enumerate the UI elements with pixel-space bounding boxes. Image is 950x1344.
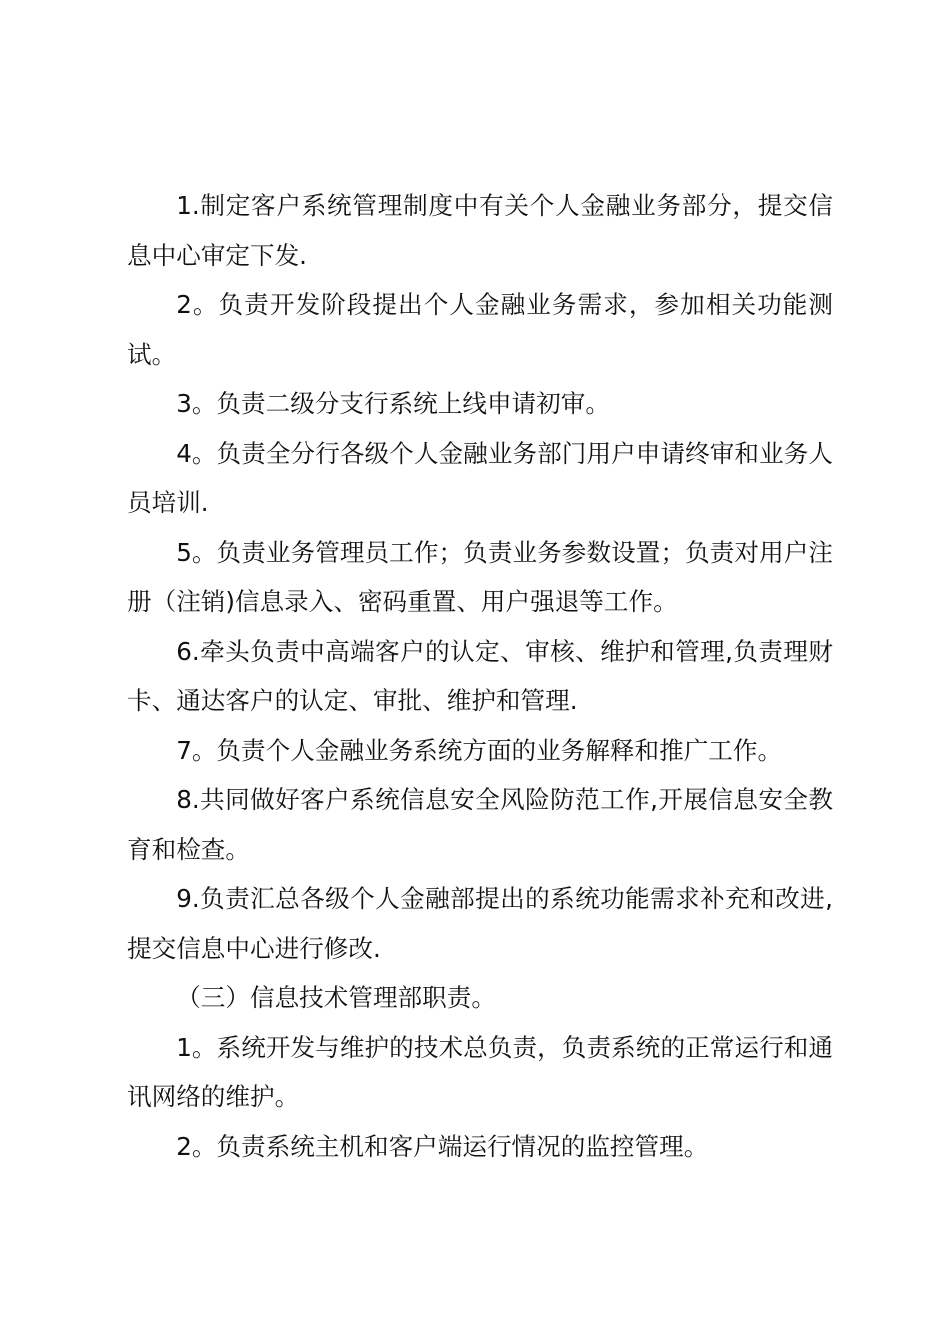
paragraph-5: 5。负责业务管理员工作；负责业务参数设置；负责对用户注册（注销)信息录入、密码重置、用户强退等工作。 xyxy=(127,537,833,616)
paragraph-8: 8.共同做好客户系统信息安全风险防范工作,开展信息安全教育和检查。 xyxy=(127,785,833,864)
document-body xyxy=(127,181,833,1171)
paragraph-10: 1。系统开发与维护的技术总负责，负责系统的正常运行和通讯网络的维护。 xyxy=(127,1032,833,1111)
section-heading: （三）信息技术管理部职责。 xyxy=(176,983,496,1012)
paragraph-6: 6.牵头负责中高端客户的认定、审核、维护和管理,负责理财卡、通达客户的认定、审批、维护和管理. xyxy=(127,636,833,715)
paragraph-1: 1.制定客户系统管理制度中有关个人金融业务部分，提交信息中心审定下发. xyxy=(127,191,833,270)
paragraph-3: 3。负责二级分支行系统上线申请初审。 xyxy=(176,389,610,418)
paragraph-4: 4。负责全分行各级个人金融业务部门用户申请终审和业务人员培训. xyxy=(127,438,833,517)
paragraph-7: 7。负责个人金融业务系统方面的业务解释和推广工作。 xyxy=(176,735,783,765)
paragraph-2: 2。负责开发阶段提出个人金融业务需求，参加相关功能测试。 xyxy=(127,290,833,369)
paragraph-11: 2。负责系统主机和客户端运行情况的监控管理。 xyxy=(176,1131,709,1161)
paragraph-9: 9.负责汇总各级个人金融部提出的系统功能需求补充和改进,提交信息中心进行修改. xyxy=(127,884,833,963)
